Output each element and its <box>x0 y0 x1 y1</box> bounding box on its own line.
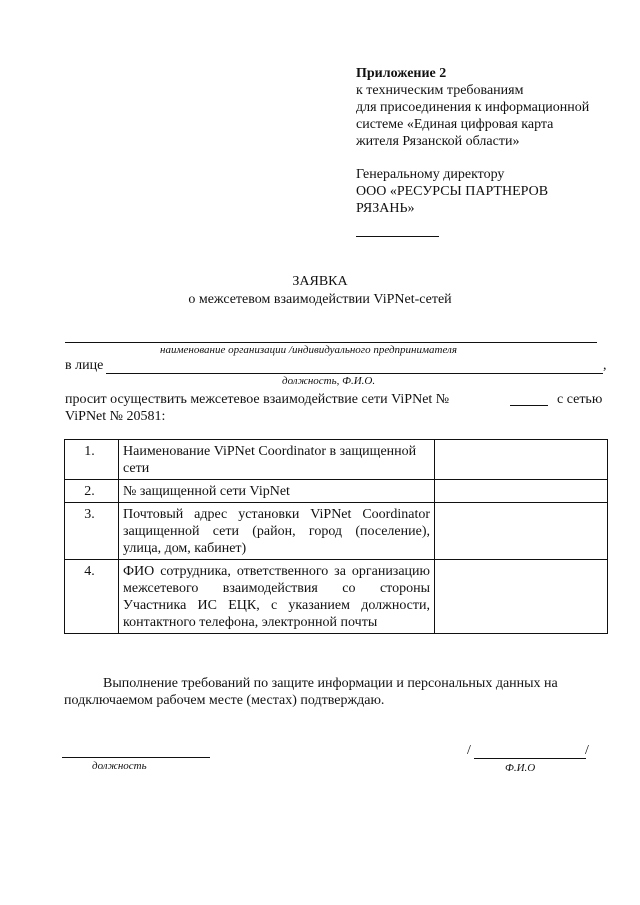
header-block <box>356 65 626 217</box>
row-number: 1. <box>65 440 119 480</box>
row-number: 2. <box>65 480 119 503</box>
representative-line[interactable] <box>106 373 603 374</box>
organization-name-line[interactable] <box>65 342 597 343</box>
request-text-part1: просит осуществить межсетевое взаимодействие сети ViPNet № <box>65 392 450 407</box>
row-value-cell[interactable] <box>435 560 608 634</box>
name-signature-line[interactable] <box>474 758 586 759</box>
position-name-caption: должность, Ф.И.О. <box>282 375 376 387</box>
row-description: ФИО сотрудника, ответственного за организацию межсетевого взаимодействия со стороны Участника ИС ЕЦК, с указанием должности, контактного телефона, электронной почты <box>119 560 435 634</box>
row-value-cell[interactable] <box>435 503 608 560</box>
line-end-comma: , <box>603 358 607 373</box>
row-value-cell[interactable] <box>435 440 608 480</box>
position-caption: должность <box>92 760 147 772</box>
addressee-line: Генеральному директору <box>356 167 505 182</box>
row-value-cell[interactable] <box>435 480 608 503</box>
confirmation-line2: подключаемом рабочем месте (местах) подтверждаю. <box>64 693 385 708</box>
appendix-line: системе «Единая цифровая карта <box>356 117 554 132</box>
name-caption: Ф.И.О <box>505 762 536 774</box>
appendix-title: Приложение 2 <box>356 66 447 81</box>
slash-left: / <box>467 743 471 758</box>
document-subtitle: о межсетевом взаимодействии ViPNet-сетей <box>188 292 452 307</box>
row-number: 3. <box>65 503 119 560</box>
row-description: Наименование ViPNet Coordinator в защищенной сети <box>119 440 435 480</box>
addressee-line: РЯЗАНЬ» <box>356 201 415 216</box>
confirmation-line1: Выполнение требований по защите информации и персональных данных на <box>103 676 558 691</box>
organization-caption: наименование организации /индивидуального предпринимателя <box>160 344 457 356</box>
row-description: Почтовый адрес установки ViPNet Coordinator защищенной сети (район, город (поселение), улица, дом, кабинет) <box>119 503 435 560</box>
table-row <box>65 480 608 503</box>
slash-right: / <box>585 743 589 758</box>
request-text-network: ViPNet № 20581: <box>65 409 166 424</box>
position-signature-line[interactable] <box>62 757 210 758</box>
table-row <box>65 440 608 480</box>
appendix-line: жителя Рязанской области» <box>356 134 520 149</box>
row-description: № защищенной сети VipNet <box>119 480 435 503</box>
appendix-line: к техническим требованиям <box>356 83 524 98</box>
document-title: ЗАЯВКА <box>292 274 348 289</box>
table-row <box>65 560 608 634</box>
network-number-blank[interactable] <box>510 405 548 406</box>
appendix-line: для присоединения к информационной <box>356 100 590 115</box>
row-number: 4. <box>65 560 119 634</box>
addressee-line: ООО «РЕСУРСЫ ПАРТНЕРОВ <box>356 184 549 199</box>
represented-by-label: в лице <box>65 358 104 373</box>
addressee-signature-line[interactable] <box>356 236 439 237</box>
table-row <box>65 503 608 560</box>
requirements-table <box>64 439 608 634</box>
request-text-part2: с сетью <box>557 392 603 407</box>
